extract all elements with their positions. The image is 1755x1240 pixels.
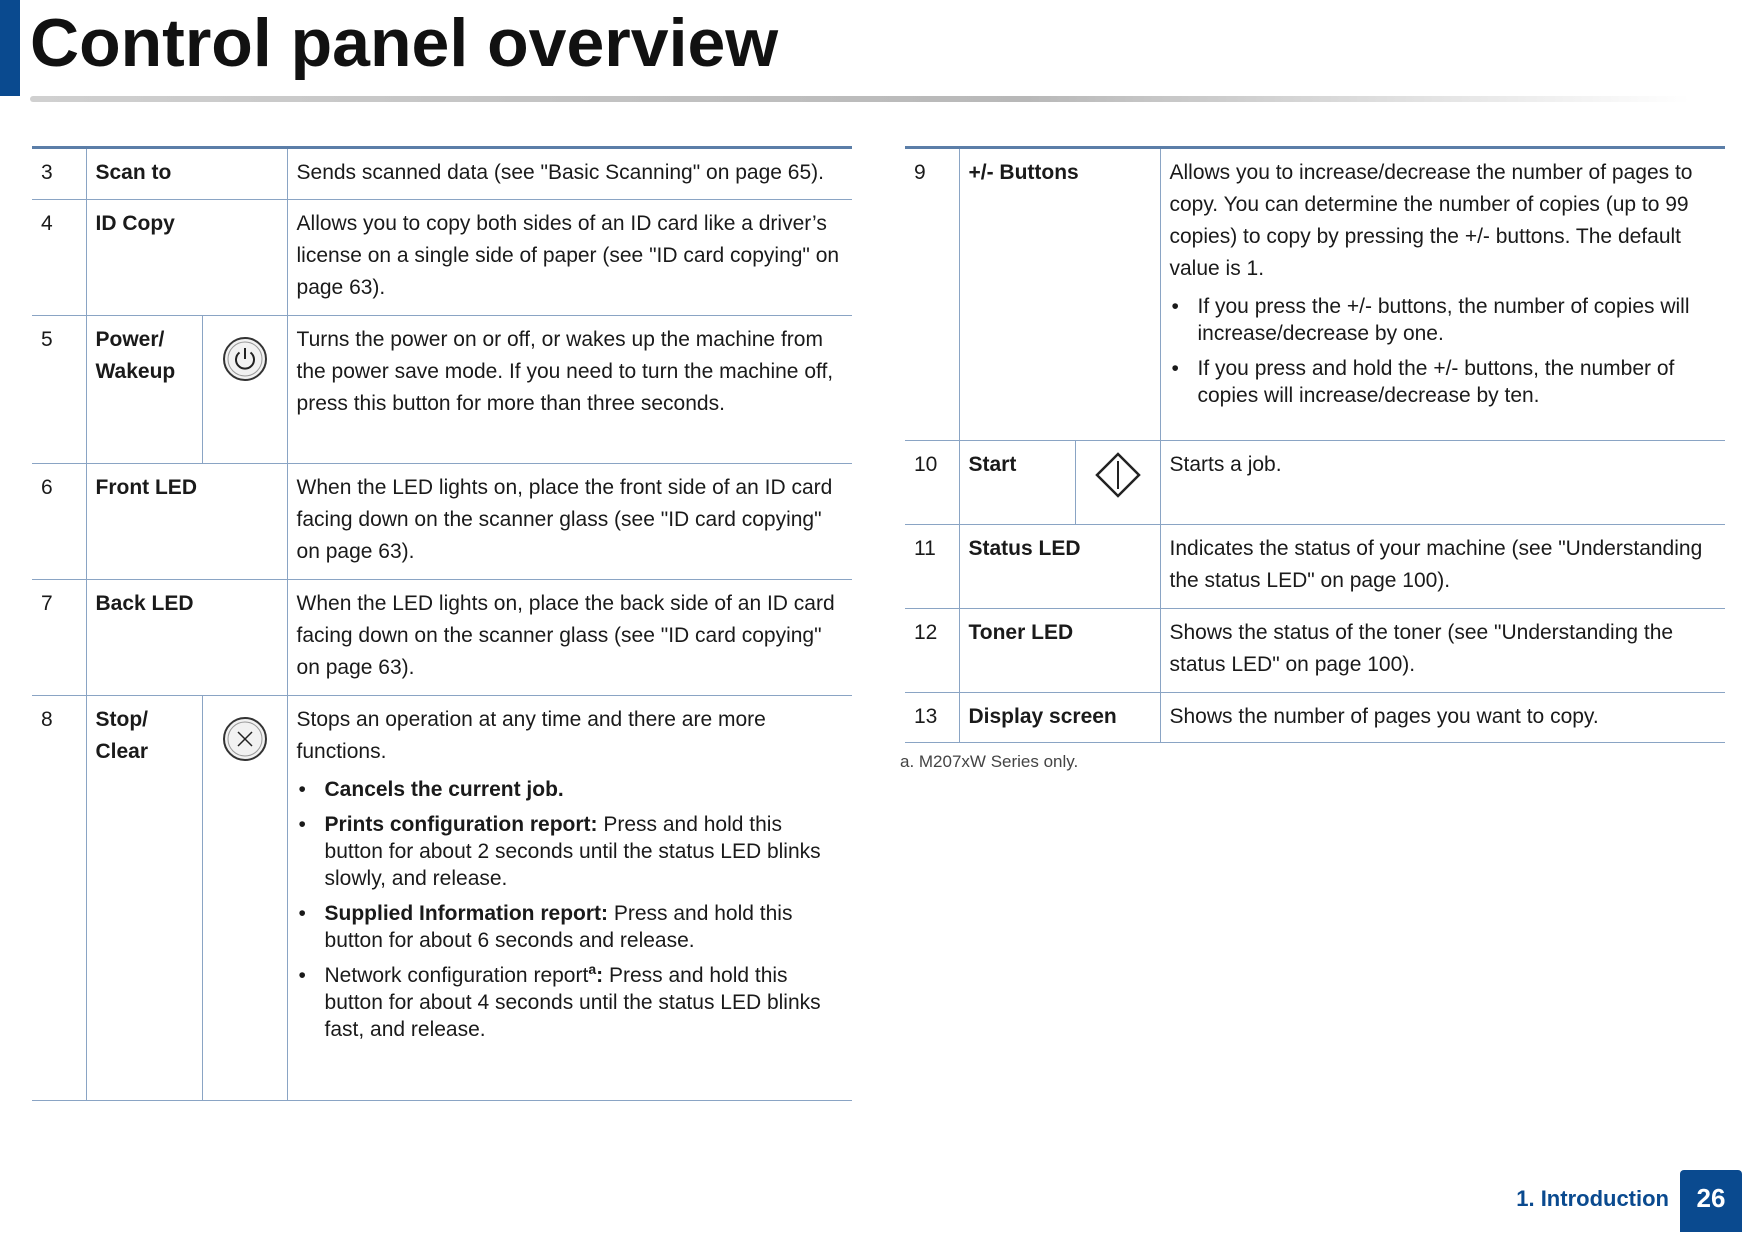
power-icon: [222, 336, 268, 382]
table-row: [32, 464, 852, 580]
row-number: 12: [905, 609, 959, 693]
page-title: Control panel overview: [30, 5, 779, 81]
control-name: Display screen: [959, 693, 1160, 743]
row-number: 7: [32, 580, 86, 696]
control-name: Stop/ Clear: [86, 696, 202, 1101]
right-control-table: [905, 146, 1725, 743]
row-number: 6: [32, 464, 86, 580]
list-item: [297, 811, 844, 892]
table-row: [905, 148, 1725, 441]
table-row: [32, 580, 852, 696]
table-row: [32, 148, 852, 200]
bullet-title: Supplied Information report:: [324, 902, 609, 925]
control-name: +/- Buttons: [959, 148, 1160, 441]
control-description: Indicates the status of your machine (see "Understanding the status LED" on page 100).: [1160, 525, 1725, 609]
row-number: 10: [905, 441, 959, 525]
description-intro: Allows you to increase/decrease the number of pages to copy. You can determine the number of copies (up to 99 copies) to copy by pressing the +/- buttons. The default value is 1.: [1169, 161, 1693, 280]
bullet-text: Press and hold this button for about 4 seconds until the status LED blinks fast, and release.: [324, 964, 821, 1041]
control-name: ID Copy: [86, 200, 287, 316]
control-name: Start: [959, 441, 1075, 525]
row-number: 5: [32, 316, 86, 464]
bullet-text: Press and hold this button for about 2 seconds until the status LED blinks slowly, and release.: [324, 813, 821, 890]
bullet-title: Prints configuration report:: [324, 813, 598, 836]
footnote-marker: a: [588, 961, 597, 977]
control-name: Back LED: [86, 580, 287, 696]
control-name: Front LED: [86, 464, 287, 580]
left-accent-bar: [0, 0, 20, 96]
control-description: [1160, 148, 1725, 441]
title-underline: [30, 96, 1690, 102]
row-number: 11: [905, 525, 959, 609]
table-row: [905, 441, 1725, 525]
stop-button-icon-cell: [202, 696, 287, 1101]
control-description: Shows the status of the toner (see "Understanding the status LED" on page 100).: [1160, 609, 1725, 693]
list-item: [297, 776, 844, 803]
control-description: Turns the power on or off, or wakes up the machine from the power save mode. If you need to turn the machine off, press this button for more than three seconds.: [287, 316, 852, 464]
start-button-icon-cell: [1075, 441, 1160, 525]
list-item: [297, 962, 844, 1043]
row-number: 8: [32, 696, 86, 1101]
control-name: Scan to: [86, 148, 287, 200]
behavior-list: [1170, 293, 1717, 409]
control-description: When the LED lights on, place the back side of an ID card facing down on the scanner glass (see "ID card copying" on page 63).: [287, 580, 852, 696]
function-list: [297, 776, 844, 1043]
table-row: [32, 696, 852, 1101]
table-row: [905, 693, 1725, 743]
control-description: [287, 696, 852, 1101]
control-description: Sends scanned data (see "Basic Scanning" on page 65).: [287, 148, 852, 200]
power-button-icon-cell: [202, 316, 287, 464]
table-row: [905, 525, 1725, 609]
bullet-text: Press and hold this button for about 6 seconds and release.: [324, 902, 793, 952]
row-number: 13: [905, 693, 959, 743]
bullet-title: :: [596, 964, 604, 987]
row-number: 9: [905, 148, 959, 441]
description-intro: Stops an operation at any time and there are more functions.: [296, 708, 766, 763]
control-description: Allows you to copy both sides of an ID card like a driver’s license on a single side of paper (see "ID card copying" on page 63).: [287, 200, 852, 316]
page-number-badge: 26: [1680, 1170, 1742, 1232]
row-number: 3: [32, 148, 86, 200]
control-description: When the LED lights on, place the front side of an ID card facing down on the scanner glass (see "ID card copying" on page 63).: [287, 464, 852, 580]
bullet-plain: Network configuration report: [324, 964, 589, 987]
stop-clear-icon: [222, 716, 268, 762]
start-icon: [1094, 451, 1142, 499]
list-item: [297, 900, 844, 954]
list-item: • If you press the +/- buttons, the number of copies will increase/decrease by one.: [1170, 293, 1717, 347]
footnote: a. M207xW Series only.: [900, 752, 1079, 771]
bullet-title: Cancels the current job.: [324, 778, 564, 801]
control-description: Starts a job.: [1160, 441, 1725, 525]
control-name: Power/ Wakeup: [86, 316, 202, 464]
table-row: [905, 609, 1725, 693]
control-name: Toner LED: [959, 609, 1160, 693]
list-item: • If you press and hold the +/- buttons, the number of copies will increase/decrease by ten.: [1170, 355, 1717, 409]
table-row: [32, 316, 852, 464]
control-name: Status LED: [959, 525, 1160, 609]
left-control-table: [32, 146, 852, 1101]
footer-section-label: 1. Introduction: [1516, 1186, 1669, 1211]
table-row: [32, 200, 852, 316]
control-description: Shows the number of pages you want to copy.: [1160, 693, 1725, 743]
row-number: 4: [32, 200, 86, 316]
